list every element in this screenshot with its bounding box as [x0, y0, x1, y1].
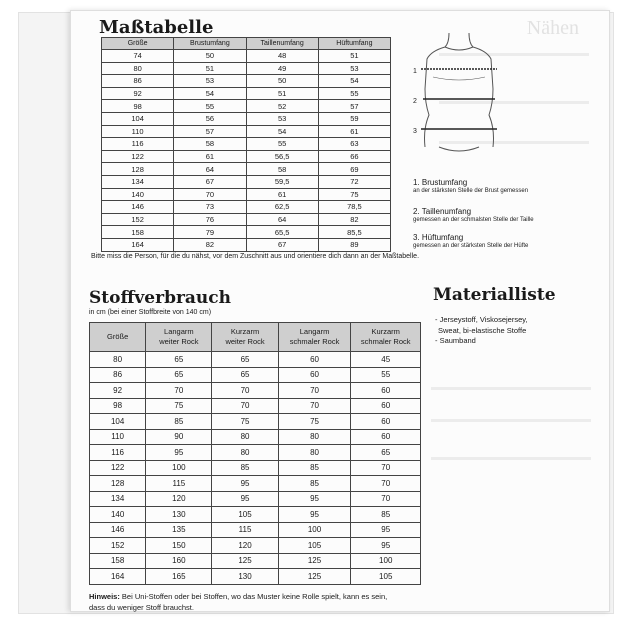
size-table	[101, 37, 391, 252]
fabric-usage-row	[90, 476, 421, 492]
table-cell: 80	[102, 62, 174, 75]
table-cell: 105	[278, 538, 351, 554]
table-cell: 60	[351, 383, 421, 399]
table-cell: 61	[174, 150, 246, 163]
table-cell: 115	[212, 522, 278, 538]
size-table-row	[102, 62, 391, 75]
table-cell: 140	[90, 507, 146, 523]
body-figure-illustration	[409, 29, 509, 157]
table-cell: 104	[102, 112, 174, 125]
table-cell: 75	[146, 398, 212, 414]
table-cell: 146	[90, 522, 146, 538]
table-cell: 60	[278, 352, 351, 368]
table-cell: 105	[212, 507, 278, 523]
table-cell: 60	[351, 414, 421, 430]
material-item: - Jerseystoff, Viskosejersey,	[435, 315, 528, 324]
table-cell: 165	[146, 569, 212, 585]
table-cell: 95	[146, 445, 212, 461]
table-cell: 76	[174, 213, 246, 226]
table-cell: 67	[174, 175, 246, 188]
table-cell: 57	[318, 100, 390, 113]
column-header: Brustumfang	[174, 38, 246, 50]
table-cell: 74	[102, 50, 174, 63]
table-cell: 85	[278, 476, 351, 492]
table-cell: 140	[102, 188, 174, 201]
table-cell: 48	[246, 50, 318, 63]
fabric-usage-row	[90, 352, 421, 368]
table-cell: 134	[102, 175, 174, 188]
table-cell: 70	[278, 383, 351, 399]
table-cell: 45	[351, 352, 421, 368]
table-cell: 73	[174, 201, 246, 214]
table-cell: 75	[212, 414, 278, 430]
table-cell: 85,5	[318, 226, 390, 239]
column-header: Kurzarm weiter Rock	[212, 323, 278, 352]
table-cell: 55	[351, 367, 421, 383]
figure-label-1: 1	[413, 68, 417, 75]
table-cell: 65	[212, 352, 278, 368]
document-page	[70, 10, 610, 612]
table-cell: 75	[318, 188, 390, 201]
table-cell: 59,5	[246, 175, 318, 188]
table-cell: 128	[102, 163, 174, 176]
table-cell: 80	[278, 445, 351, 461]
fabric-usage-row	[90, 553, 421, 569]
table-cell: 55	[174, 100, 246, 113]
measurement-3: 3. Hüftumfang gemessen an der stärksten Stelle der Hüfte	[413, 233, 529, 249]
table-cell: 92	[102, 87, 174, 100]
table-cell: 56	[174, 112, 246, 125]
table-cell: 98	[90, 398, 146, 414]
table-cell: 80	[212, 429, 278, 445]
table-cell: 152	[102, 213, 174, 226]
table-cell: 65	[146, 367, 212, 383]
size-table-row	[102, 125, 391, 138]
table-cell: 65	[351, 445, 421, 461]
table-cell: 78,5	[318, 201, 390, 214]
table-cell: 60	[351, 429, 421, 445]
size-table-row	[102, 87, 391, 100]
size-table-row	[102, 188, 391, 201]
table-cell: 100	[351, 553, 421, 569]
table-cell: 55	[246, 138, 318, 151]
table-cell: 95	[278, 507, 351, 523]
column-header: Größe	[102, 38, 174, 50]
table-cell: 80	[212, 445, 278, 461]
size-table-row	[102, 100, 391, 113]
fabric-usage-row	[90, 569, 421, 585]
table-cell: 130	[146, 507, 212, 523]
table-cell: 164	[90, 569, 146, 585]
table-cell: 152	[90, 538, 146, 554]
fabric-usage-row	[90, 367, 421, 383]
column-header: Taillenumfang	[246, 38, 318, 50]
table-cell: 104	[90, 414, 146, 430]
table-cell: 80	[90, 352, 146, 368]
table-cell: 105	[351, 569, 421, 585]
measure-note: Bitte miss die Person, für die du nähst, vor dem Zuschnitt aus und orientiere dich dann an der Maßtabelle.	[91, 253, 420, 260]
table-cell: 59	[318, 112, 390, 125]
table-cell: 54	[174, 87, 246, 100]
size-table-row	[102, 112, 391, 125]
table-cell: 125	[278, 553, 351, 569]
table-cell: 69	[318, 163, 390, 176]
table-cell: 164	[102, 238, 174, 251]
table-cell: 62,5	[246, 201, 318, 214]
table-cell: 134	[90, 491, 146, 507]
fabric-usage-row	[90, 445, 421, 461]
table-cell: 110	[90, 429, 146, 445]
table-cell: 95	[212, 476, 278, 492]
table-cell: 98	[102, 100, 174, 113]
table-cell: 125	[278, 569, 351, 585]
size-table-row	[102, 163, 391, 176]
table-cell: 70	[351, 476, 421, 492]
table-cell: 64	[174, 163, 246, 176]
table-cell: 95	[351, 538, 421, 554]
table-cell: 70	[351, 491, 421, 507]
table-cell: 85	[146, 414, 212, 430]
fabric-usage-row	[90, 398, 421, 414]
table-cell: 120	[146, 491, 212, 507]
table-cell: 86	[102, 75, 174, 88]
fabric-usage-row	[90, 429, 421, 445]
table-cell: 65	[146, 352, 212, 368]
table-cell: 116	[90, 445, 146, 461]
table-cell: 52	[246, 100, 318, 113]
table-cell: 60	[278, 367, 351, 383]
material-item: Sweat, bi-elastische Stoffe	[438, 325, 527, 335]
size-table-row	[102, 226, 391, 239]
measurement-1: 1. Brustumfang an der stärksten Stelle der Brust gemessen	[413, 178, 529, 194]
size-table-row	[102, 175, 391, 188]
table-cell: 50	[174, 50, 246, 63]
size-table-title: Maßtabelle	[99, 17, 214, 38]
size-table-row	[102, 238, 391, 251]
fabric-usage-row	[90, 414, 421, 430]
column-header: Größe	[90, 323, 146, 352]
table-cell: 60	[351, 398, 421, 414]
table-cell: 53	[246, 112, 318, 125]
table-cell: 85	[212, 460, 278, 476]
table-cell: 146	[102, 201, 174, 214]
table-cell: 158	[90, 553, 146, 569]
table-cell: 61	[246, 188, 318, 201]
table-cell: 100	[278, 522, 351, 538]
table-cell: 82	[318, 213, 390, 226]
table-cell: 51	[318, 50, 390, 63]
table-cell: 80	[278, 429, 351, 445]
table-cell: 90	[146, 429, 212, 445]
table-cell: 56,5	[246, 150, 318, 163]
table-cell: 86	[90, 367, 146, 383]
table-cell: 85	[351, 507, 421, 523]
table-cell: 120	[212, 538, 278, 554]
table-cell: 122	[102, 150, 174, 163]
table-cell: 128	[90, 476, 146, 492]
column-header: Langarm weiter Rock	[146, 323, 212, 352]
table-cell: 70	[278, 398, 351, 414]
table-cell: 70	[212, 383, 278, 399]
fabric-usage-title: Stoffverbrauch	[89, 288, 232, 308]
size-table-row	[102, 201, 391, 214]
table-cell: 55	[318, 87, 390, 100]
table-cell: 72	[318, 175, 390, 188]
table-cell: 135	[146, 522, 212, 538]
material-list	[435, 315, 528, 347]
fabric-usage-subtitle: in cm (bei einer Stoffbreite von 140 cm)	[89, 309, 212, 316]
fabric-usage-row	[90, 522, 421, 538]
material-list-title: Materialliste	[433, 285, 556, 305]
figure-label-2: 2	[413, 98, 417, 105]
table-cell: 92	[90, 383, 146, 399]
table-cell: 64	[246, 213, 318, 226]
table-cell: 53	[318, 62, 390, 75]
bleed-through-title: Nähen	[526, 17, 579, 39]
fabric-usage-row	[90, 460, 421, 476]
table-cell: 110	[102, 125, 174, 138]
size-table-row	[102, 138, 391, 151]
table-cell: 50	[246, 75, 318, 88]
table-cell: 95	[351, 522, 421, 538]
table-cell: 122	[90, 460, 146, 476]
fabric-usage-row	[90, 538, 421, 554]
table-cell: 67	[246, 238, 318, 251]
table-cell: 158	[102, 226, 174, 239]
hint-label: Hinweis:	[89, 592, 120, 601]
measurement-2: 2. Taillenumfang gemessen an der schmalsten Stelle der Taille	[413, 207, 534, 223]
size-table-row	[102, 213, 391, 226]
fabric-usage-row	[90, 491, 421, 507]
table-cell: 75	[278, 414, 351, 430]
table-cell: 85	[278, 460, 351, 476]
table-cell: 70	[212, 398, 278, 414]
table-cell: 53	[174, 75, 246, 88]
size-table-row	[102, 150, 391, 163]
table-cell: 79	[174, 226, 246, 239]
table-cell: 70	[351, 460, 421, 476]
size-table-header	[102, 38, 391, 50]
fabric-usage-row	[90, 507, 421, 523]
hint-body: Bei Uni-Stoffen oder bei Stoffen, wo das Muster keine Rolle spielt, kann es sein, dass du weniger Stoff brauchst.	[89, 592, 388, 612]
column-header: Kurzarm schmaler Rock	[351, 323, 421, 352]
table-cell: 82	[174, 238, 246, 251]
table-cell: 61	[318, 125, 390, 138]
table-cell: 66	[318, 150, 390, 163]
table-cell: 70	[174, 188, 246, 201]
table-cell: 130	[212, 569, 278, 585]
table-cell: 100	[146, 460, 212, 476]
table-cell: 65	[212, 367, 278, 383]
table-cell: 115	[146, 476, 212, 492]
table-cell: 51	[246, 87, 318, 100]
table-cell: 58	[174, 138, 246, 151]
table-cell: 95	[278, 491, 351, 507]
fabric-usage-table	[89, 322, 421, 585]
table-cell: 63	[318, 138, 390, 151]
fabric-usage-row	[90, 383, 421, 399]
figure-label-3: 3	[413, 128, 417, 135]
table-cell: 51	[174, 62, 246, 75]
hint-text	[89, 591, 399, 613]
size-table-row	[102, 75, 391, 88]
table-cell: 65,5	[246, 226, 318, 239]
table-cell: 54	[318, 75, 390, 88]
size-table-row	[102, 50, 391, 63]
column-header: Hüftumfang	[318, 38, 390, 50]
table-cell: 57	[174, 125, 246, 138]
table-cell: 150	[146, 538, 212, 554]
table-cell: 116	[102, 138, 174, 151]
column-header: Langarm schmaler Rock	[278, 323, 351, 352]
table-cell: 89	[318, 238, 390, 251]
fabric-usage-header	[90, 323, 421, 352]
table-cell: 70	[146, 383, 212, 399]
table-cell: 95	[212, 491, 278, 507]
table-cell: 54	[246, 125, 318, 138]
table-cell: 125	[212, 553, 278, 569]
table-cell: 58	[246, 163, 318, 176]
table-cell: 160	[146, 553, 212, 569]
material-item: - Saumband	[435, 336, 476, 345]
table-cell: 49	[246, 62, 318, 75]
